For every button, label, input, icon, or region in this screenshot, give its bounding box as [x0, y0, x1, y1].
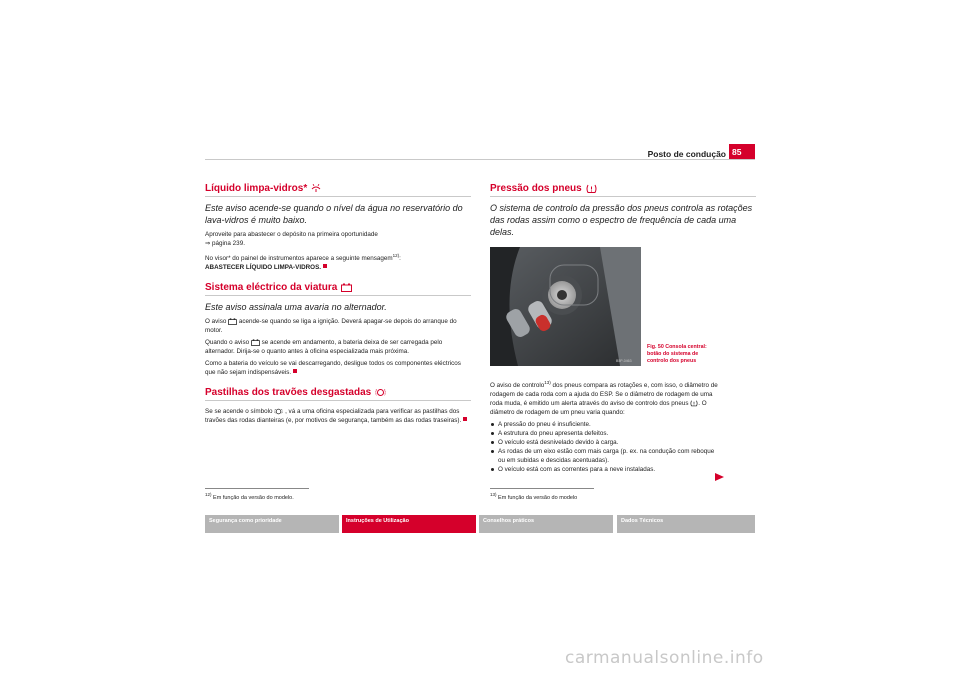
- conditions-list: [490, 420, 720, 474]
- battery-icon: [341, 283, 352, 292]
- paragraph: Quando o aviso se acende em andamento, a bateria deixa de ser carregada pelo alternador. Dirija-se o quanto antes à oficina especializada mais próxima.: [205, 339, 443, 355]
- section-lead: O sistema de controlo da pressão dos pneus controla as rotações das rodas assim como o espectro de frequência de cada uma delas.: [490, 203, 753, 237]
- section-lead: Este aviso acende-se quando o nível da água no reservatório do lava-vidros é muito baixo.: [205, 203, 463, 225]
- paragraph: O aviso de controlo$^{13)}$ dos pneus compara as rotações e, com isso, o diâmetro de rodagem de cada roda com a ajuda do ESP. Se o diâmetro de rodagem de uma roda muda, é emitido um alerta através do aviso de controlo dos pneus . O diâmetro de rodagem de um pneu varia quando:: [490, 380, 718, 416]
- footnote-rule: [490, 488, 594, 489]
- figure-code: B5P-0463: [616, 359, 632, 363]
- tab-technical-data[interactable]: Dados Técnicos: [617, 515, 755, 533]
- paragraph: Se se acende o símbolo , vá a uma oficina especializada para verificar as pastilhas dos travões das rodas dianteiras (e, por motivos de segurança, também as das rodas traseiras).: [205, 407, 471, 425]
- list-item: A pressão do pneu é insuficiente.: [490, 420, 720, 429]
- battery-icon: [251, 339, 260, 346]
- left-column: [205, 183, 471, 435]
- watermark: carmanualsonline.info: [565, 648, 764, 668]
- end-mark: [463, 417, 467, 421]
- tire-pressure-icon: [586, 184, 597, 194]
- section-title: Pastilhas dos travões desgastadas: [205, 387, 471, 401]
- figure-caption: Fig. 50 Consola central: botão do sistema de controlo dos pneus: [647, 344, 707, 364]
- tab-practical-tips[interactable]: Conselhos práticos: [479, 515, 613, 533]
- section-title: Pressão dos pneus: [490, 183, 756, 197]
- footnote-ref: 13): [544, 380, 551, 385]
- list-item: O veículo está com as correntes para a neve instaladas.: [490, 465, 720, 474]
- header-rule: [205, 159, 755, 160]
- section-lead: Este aviso assinala uma avaria no alternador.: [205, 302, 387, 312]
- left-footnote: $^{12)}$ Em função da versão do modelo.: [205, 488, 309, 502]
- page-number: 85: [729, 144, 755, 160]
- right-column: [490, 183, 756, 242]
- list-item: As rodas de um eixo estão com mais carga (p. ex. na condução com reboque ou em subidas e descidas acentuadas).: [490, 447, 720, 465]
- continue-arrow-icon: [715, 473, 724, 481]
- paragraph: Aproveite para abastecer o depósito na primeira oportunidade ⇒ página 239.: [205, 231, 378, 247]
- section-washer-fluid: [205, 183, 471, 272]
- figure-center-console: [490, 247, 641, 366]
- paragraph: O aviso acende-se quando se liga a ignição. Deverá apagar-se depois do arranque do motor.: [205, 318, 457, 334]
- end-mark: [293, 369, 297, 373]
- brake-pad-icon: [274, 408, 283, 415]
- console-illustration: [490, 247, 641, 366]
- washer-fluid-icon: [311, 184, 321, 193]
- footnote-rule: [205, 488, 309, 489]
- section-title: Sistema eléctrico da viatura: [205, 282, 471, 296]
- end-mark: [323, 264, 327, 268]
- brake-pad-icon: [375, 388, 386, 397]
- tab-operating-instructions[interactable]: Instruções de Utilização: [342, 515, 476, 533]
- right-footnote: $^{13)}$ Em função da versão do modelo: [490, 488, 594, 502]
- battery-icon: [228, 318, 237, 325]
- paragraph: No visor* do painel de instrumentos aparece a seguinte mensagem$^{12)}$: ABASTECER LÍQUIDO LIMPA-VIDROS.: [205, 253, 401, 271]
- section-title: Líquido limpa-vidros*: [205, 183, 471, 197]
- tab-safety[interactable]: Segurança como prioridade: [205, 515, 339, 533]
- list-item: O veículo está desnivelado devido à carga.: [490, 438, 720, 447]
- right-body: [490, 378, 720, 474]
- list-item: A estrutura do pneu apresenta defeitos.: [490, 429, 720, 438]
- page-link[interactable]: ⇒ página 239.: [205, 240, 245, 247]
- footnote-ref: 12): [392, 253, 400, 258]
- section-electrical-system: [205, 282, 471, 377]
- paragraph: Como a bateria do veículo se vai descarregando, desligue todos os componentes eléctricos que não sejam indispensáveis.: [205, 360, 461, 376]
- running-header-title: Posto de condução: [647, 149, 726, 159]
- section-brake-pads: [205, 387, 471, 425]
